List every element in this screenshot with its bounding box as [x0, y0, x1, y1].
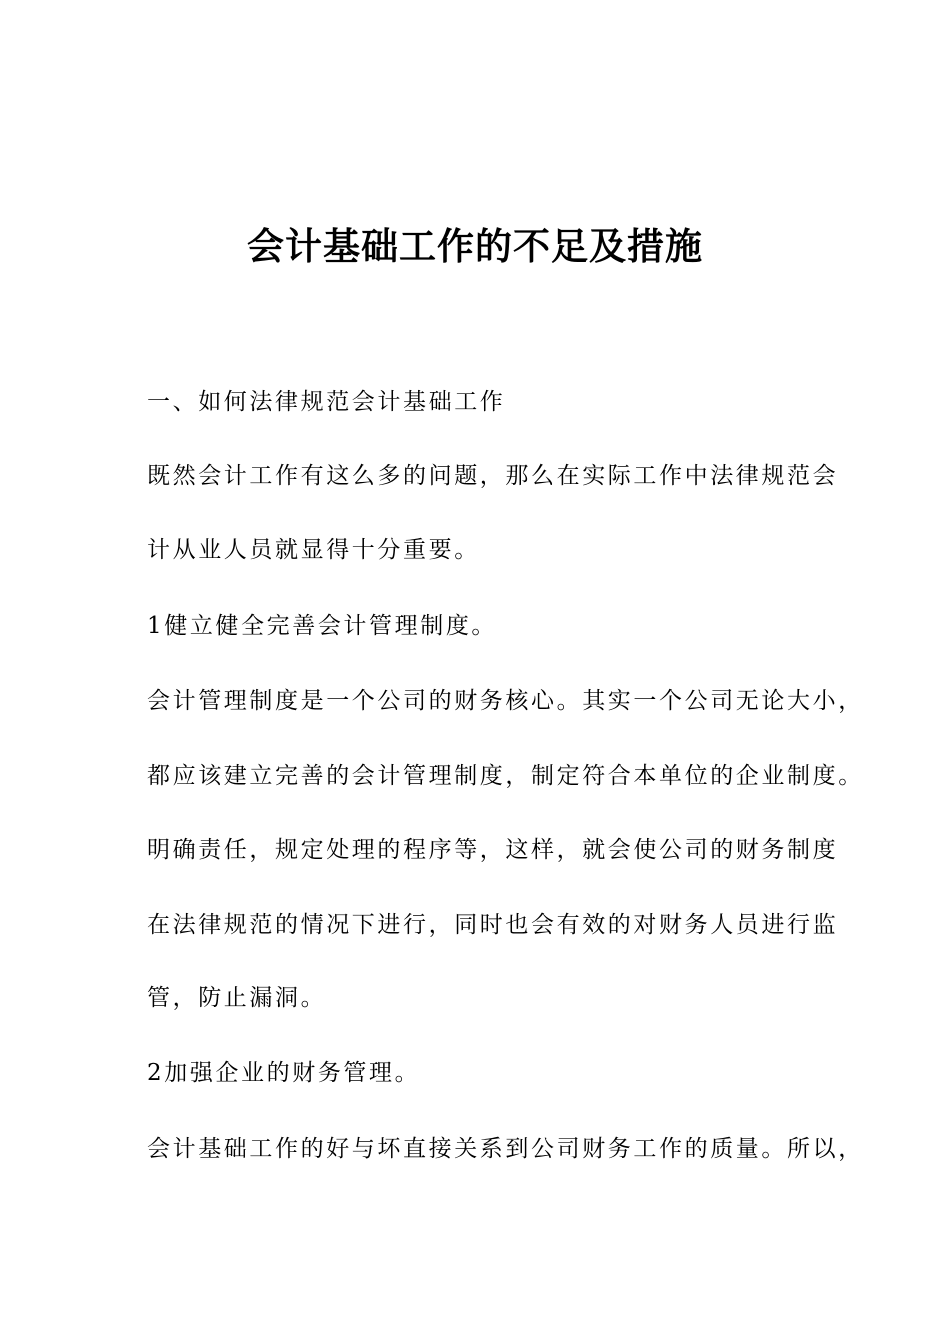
paragraph-line: 管，防止漏洞。 — [147, 985, 327, 1011]
paragraph-line: 明确责任，规定处理的程序等，这样，就会使公司的财务制度 — [147, 837, 839, 863]
paragraph-line: 都应该建立完善的会计管理制度，制定符合本单位的企业制度。 — [147, 763, 864, 789]
paragraph-line: 会计管理制度是一个公司的财务核心。其实一个公司无论大小， — [147, 688, 864, 714]
paragraph-line: 既然会计工作有这么多的问题，那么在实际工作中法律规范会 — [147, 463, 839, 489]
section-heading: 一、如何法律规范会计基础工作 — [147, 389, 506, 415]
subsection-heading: 1健立健全完善会计管理制度。 — [147, 613, 498, 639]
paragraph-line: 计从业人员就显得十分重要。 — [147, 537, 480, 563]
subsection-heading: 2加强企业的财务管理。 — [147, 1060, 421, 1086]
document-title: 会计基础工作的不足及措施 — [247, 225, 703, 268]
paragraph-line: 在法律规范的情况下进行，同时也会有效的对财务人员进行监 — [147, 912, 839, 938]
paragraph-line: 会计基础工作的好与坏直接关系到公司财务工作的质量。所以， — [147, 1136, 864, 1162]
